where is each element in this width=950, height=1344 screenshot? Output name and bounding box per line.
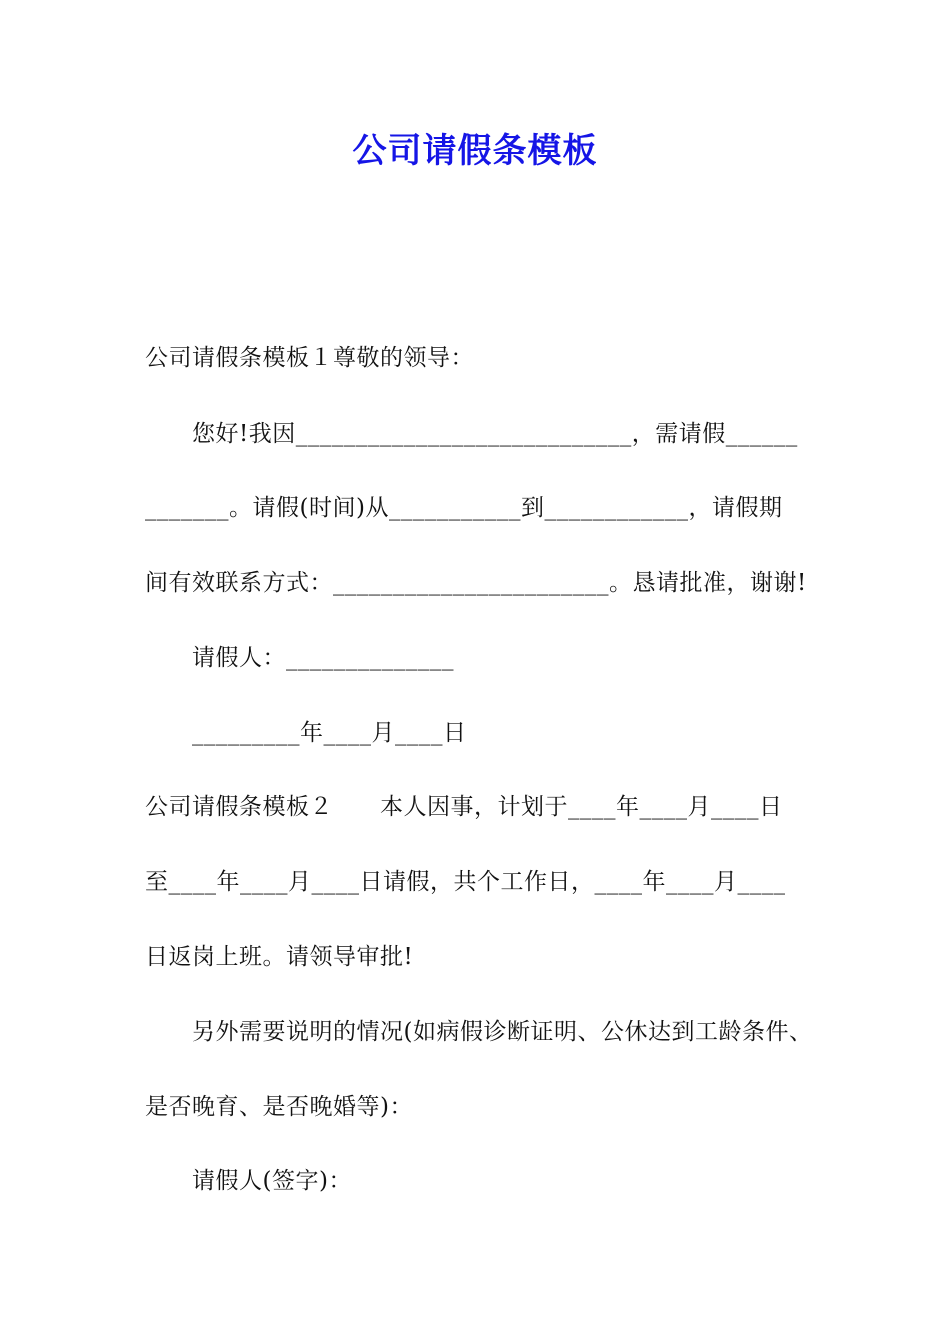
date-line: _________年____月____日 — [192, 720, 467, 746]
reason-line: 您好!我因____________________________，需请假______ — [192, 421, 798, 447]
return-line: 日返岗上班。请领导审批! — [145, 944, 414, 970]
template-2-heading-line: 公司请假条模板２ 本人因事，计划于____年____月____日 — [145, 794, 783, 820]
leave-period-line: _______。请假(时间)从___________到____________，请假期 — [145, 495, 783, 521]
template-1-heading-line: 公司请假条模板１尊敬的领导： — [145, 345, 474, 371]
signature-line: 请假人(签字)： — [192, 1168, 352, 1194]
notes-line-1: 另外需要说明的情况(如病假诊断证明、公休达到工龄条件、 — [192, 1019, 813, 1045]
notes-line-2: 是否晚育、是否晚婚等)： — [145, 1094, 413, 1120]
contact-line: 间有效联系方式：_______________________。恳请批准，谢谢! — [145, 570, 807, 596]
leave-range-line: 至____年____月____日请假，共个工作日，____年____月____ — [145, 869, 786, 895]
applicant-line: 请假人：______________ — [192, 645, 454, 671]
document-title: 公司请假条模板 — [352, 131, 598, 171]
